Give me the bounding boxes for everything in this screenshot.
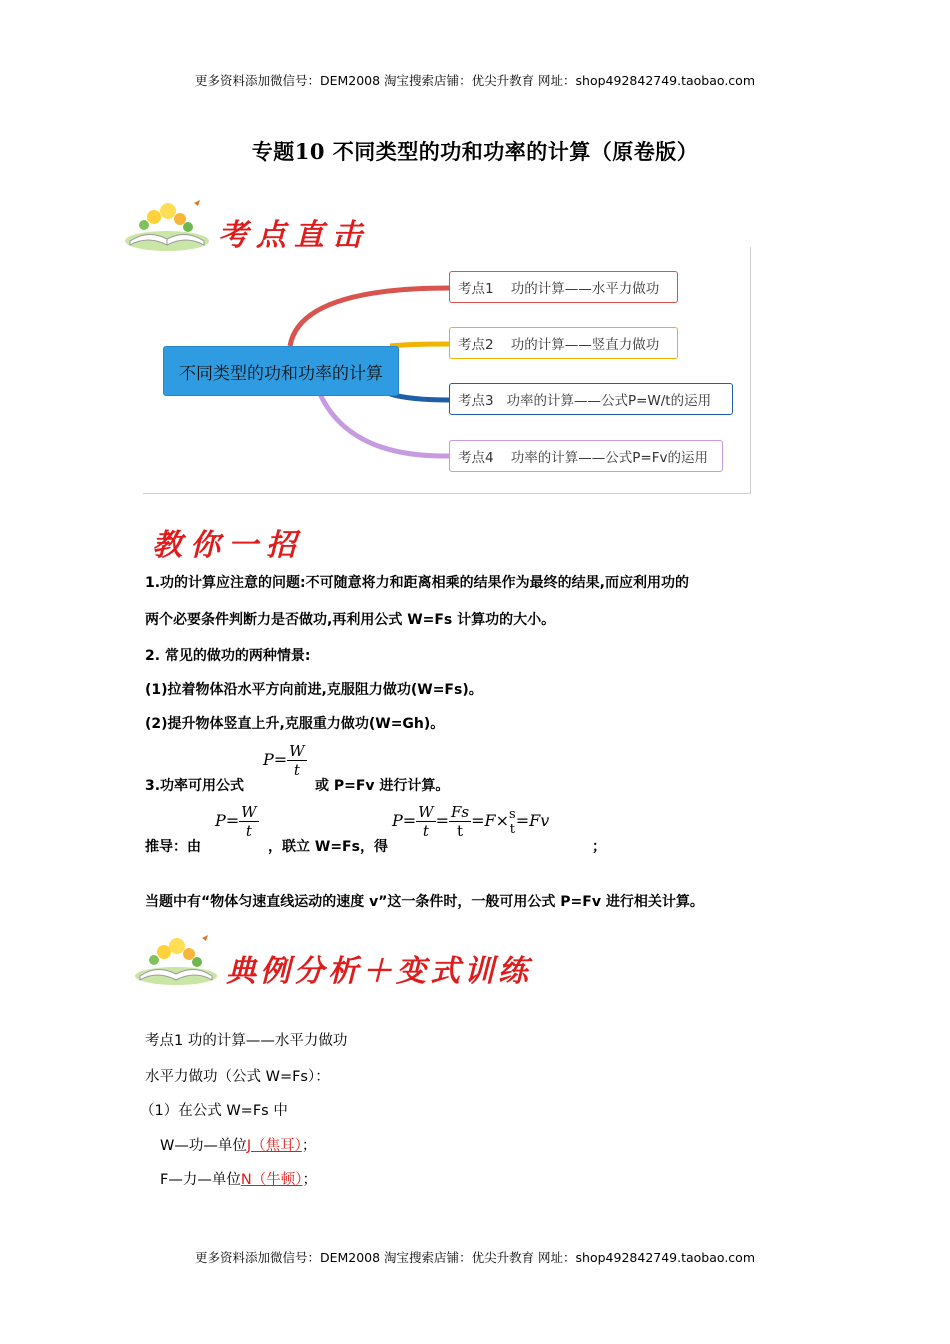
section-line-w: W—功—单位J（焦耳）； [160, 1138, 317, 1154]
mindmap-node-2: 考点2 功的计算——竖直力做功 [449, 327, 678, 359]
tip-3-pre: 3.功率可用公式 [145, 778, 245, 794]
formula-derive-1: P= $\frac{W}{t}$ [215, 803, 257, 840]
derive-end: ； [592, 839, 606, 855]
book-flower-icon [132, 932, 220, 988]
section-line-f: F—力—单位N（牛顿）； [160, 1172, 317, 1188]
page-footer: 更多资料添加微信号：DEM2008 淘宝搜索店铺：优尖升教育 网址：shop492842749.taobao.com [194, 1250, 756, 1265]
derive-mid: ，联立 W=Fs，得 [268, 839, 388, 855]
banner-jiaoni: 教你一招 [152, 528, 304, 563]
answer-unit-n: N（牛顿） [240, 1172, 303, 1188]
banner-kaodian: 考点直击 [218, 218, 370, 253]
tip-2b: (2)提升物体竖直上升,克服重力做功(W=Gh)。 [145, 716, 445, 732]
formula-derive-2: P= $\frac{W}{t}$ = $\frac{Fs}{t}$ =F× s t =Fv [392, 803, 550, 840]
tip-4: 当题中有“物体匀速直线运动的速度 v”这一条件时，一般可用公式 P=Fv 进行相关计算。 [145, 894, 704, 910]
tip-3-post: 或 P=Fv 进行计算。 [315, 778, 450, 794]
book-flower-icon [122, 195, 212, 255]
page-title: 专题10 不同类型的功和功率的计算（原卷版） [251, 139, 699, 164]
tip-1b: 两个必要条件判断力是否做功,再利用公式 W=Fs 计算功的大小。 [145, 612, 556, 628]
tip-2a: (1)拉着物体沿水平方向前进,克服阻力做功(W=Fs)。 [145, 682, 483, 698]
derive-pre: 推导：由 [145, 839, 201, 855]
banner-dianli: 典例分析＋变式训练 [226, 954, 532, 989]
section-line-3: （1）在公式 W=Fs 中 [140, 1103, 288, 1119]
formula-p-wt: P= $\frac{W}{t}$ [263, 742, 305, 779]
tip-1a: 1.功的计算应注意的问题:不可随意将力和距离相乘的结果作为最终的结果,而应利用功的 [145, 575, 689, 591]
answer-unit-j: J（焦耳） [246, 1138, 302, 1154]
mindmap-node-4: 考点4 功率的计算——公式P=Fv的运用 [449, 440, 723, 472]
page-header: 更多资料添加微信号：DEM2008 淘宝搜索店铺：优尖升教育 网址：shop492842749.taobao.com [194, 73, 756, 88]
mindmap-node-1: 考点1 功的计算——水平力做功 [449, 271, 678, 303]
mindmap-center: 不同类型的功和功率的计算 [163, 346, 399, 396]
tip-2: 2. 常见的做功的两种情景: [145, 648, 311, 664]
section-line-2: 水平力做功（公式 W=Fs）： [145, 1069, 330, 1085]
section-title: 考点1 功的计算——水平力做功 [145, 1033, 348, 1049]
mindmap-node-3: 考点3 功率的计算——公式P=W/t的运用 [449, 383, 733, 415]
